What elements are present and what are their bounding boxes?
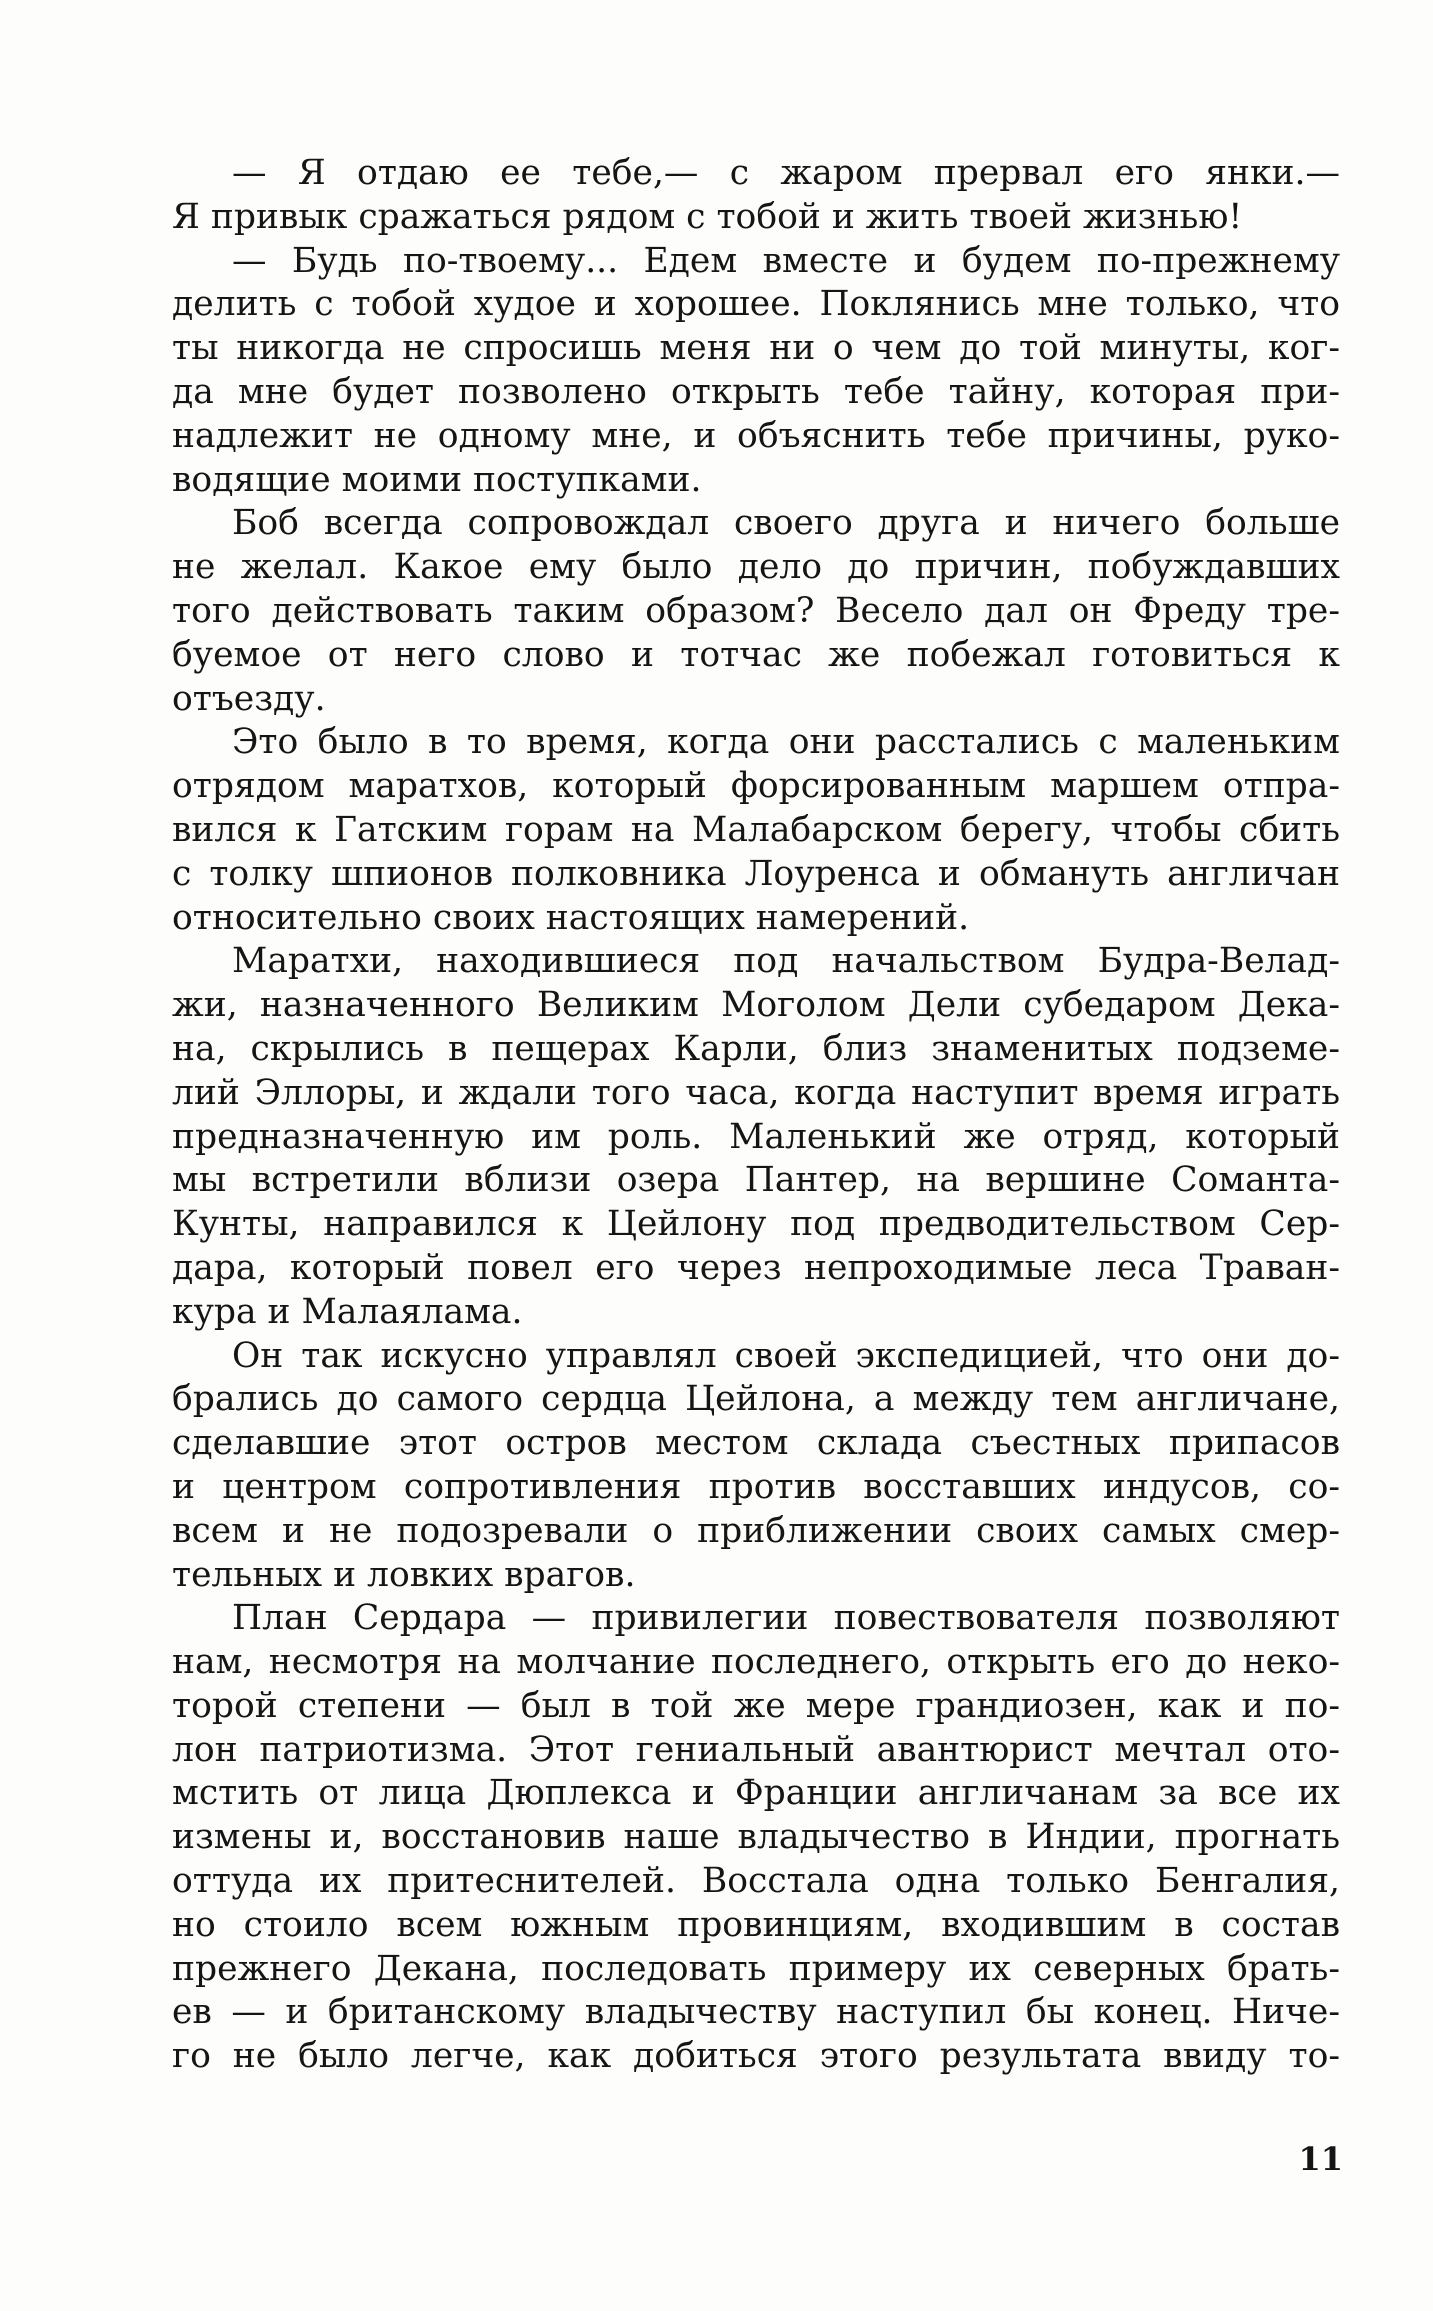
text-line: План Сердара — привилегии повествователя позволяют: [232, 1598, 1340, 1639]
text-line: ев — и британскому владычеству наступил бы конец. Ниче-: [172, 1992, 1340, 2033]
text-line: мы встретили вблизи озера Пантер, на вершине Соманта-: [172, 1160, 1340, 1201]
text-line: измены и, восстановив наше владычество в Индии, прогнать: [172, 1817, 1340, 1858]
page-number: 11: [1298, 2140, 1343, 2178]
text-line: тельных и ловких врагов.: [172, 1554, 636, 1595]
text-line: да мне будет позволено открыть тебе тайну, которая при-: [172, 371, 1340, 412]
text-line: нам, несмотря на молчание последнего, открыть его до неко-: [172, 1642, 1340, 1683]
text-line: торой степени — был в той же мере грандиозен, как и по-: [172, 1685, 1340, 1726]
text-line: на, скрылись в пещерах Карли, близ знаменитых подземе-: [172, 1028, 1340, 1069]
text-line: оттуда их притеснителей. Восстала одна только Бенгалия,: [172, 1861, 1340, 1902]
body-text: [172, 152, 1340, 2079]
text-line: дара, который повел его через непроходимые леса Траван-: [172, 1247, 1340, 1288]
text-line: буемое от него слово и тотчас же побежал готовиться к: [172, 634, 1340, 675]
text-line: делить с тобой худое и хорошее. Поклянись мне только, что: [172, 284, 1340, 325]
text-line: но стоило всем южным провинциям, входившим в состав: [172, 1904, 1340, 1945]
text-line: отрядом маратхов, который форсированным маршем отпра-: [172, 766, 1340, 807]
text-line: водящие моими поступками.: [172, 459, 702, 500]
text-line: брались до самого сердца Цейлона, а между тем англичане,: [172, 1379, 1340, 1420]
text-line: вился к Гатским горам на Малабарском берегу, чтобы сбить: [172, 809, 1340, 850]
text-line: — Будь по-твоему... Едем вместе и будем по-прежнему: [232, 240, 1340, 281]
text-line: того действовать таким образом? Весело дал он Фреду тре-: [172, 590, 1340, 631]
text-line: Маратхи, находившиеся под начальством Будра-Велад-: [232, 941, 1340, 982]
text-line: Я привык сражаться рядом с тобой и жить твоей жизнью!: [172, 196, 1243, 237]
text-line: и центром сопротивления против восставших индусов, со-: [172, 1466, 1340, 1507]
text-line: лий Эллоры, и ждали того часа, когда наступит время играть: [172, 1072, 1340, 1113]
text-line: прежнего Декана, последовать примеру их северных брать-: [172, 1948, 1340, 1989]
text-line: предназначенную им роль. Маленький же отряд, который: [172, 1116, 1340, 1157]
text-line: сделавшие этот остров местом склада съестных припасов: [172, 1423, 1340, 1464]
text-line: с толку шпионов полковника Лоуренса и обмануть англичан: [172, 853, 1340, 894]
text-line: го не было легче, как добиться этого результата ввиду то-: [172, 2036, 1340, 2077]
text-line: всем и не подозревали о приближении своих самых смер-: [172, 1510, 1340, 1551]
text-line: мстить от лица Дюплекса и Франции англичанам за все их: [172, 1773, 1340, 1814]
text-line: ты никогда не спросишь меня ни о чем до той минуты, ког-: [172, 328, 1340, 369]
text-line: отъезду.: [172, 678, 326, 719]
text-line: кура и Малаялама.: [172, 1291, 523, 1332]
text-line: Он так искусно управлял своей экспедицией, что они до-: [232, 1335, 1340, 1376]
text-line: Кунты, направился к Цейлону под предводительством Сер-: [172, 1204, 1340, 1245]
text-line: надлежит не одному мне, и объяснить тебе причины, руко-: [172, 415, 1340, 456]
text-line: Боб всегда сопровождал своего друга и ничего больше: [232, 503, 1340, 544]
text-line: — Я отдаю ее тебе,— с жаром прервал его янки.—: [232, 153, 1340, 193]
text-line: относительно своих настоящих намерений.: [172, 897, 970, 938]
text-line: Это было в то время, когда они расстались с маленьким: [232, 722, 1340, 763]
text-line: лон патриотизма. Этот гениальный авантюрист мечтал ото-: [172, 1729, 1340, 1770]
text-line: жи, назначенного Великим Моголом Дели субедаром Дека-: [172, 985, 1340, 1026]
text-line: не желал. Какое ему было дело до причин, побуждавших: [172, 547, 1340, 588]
